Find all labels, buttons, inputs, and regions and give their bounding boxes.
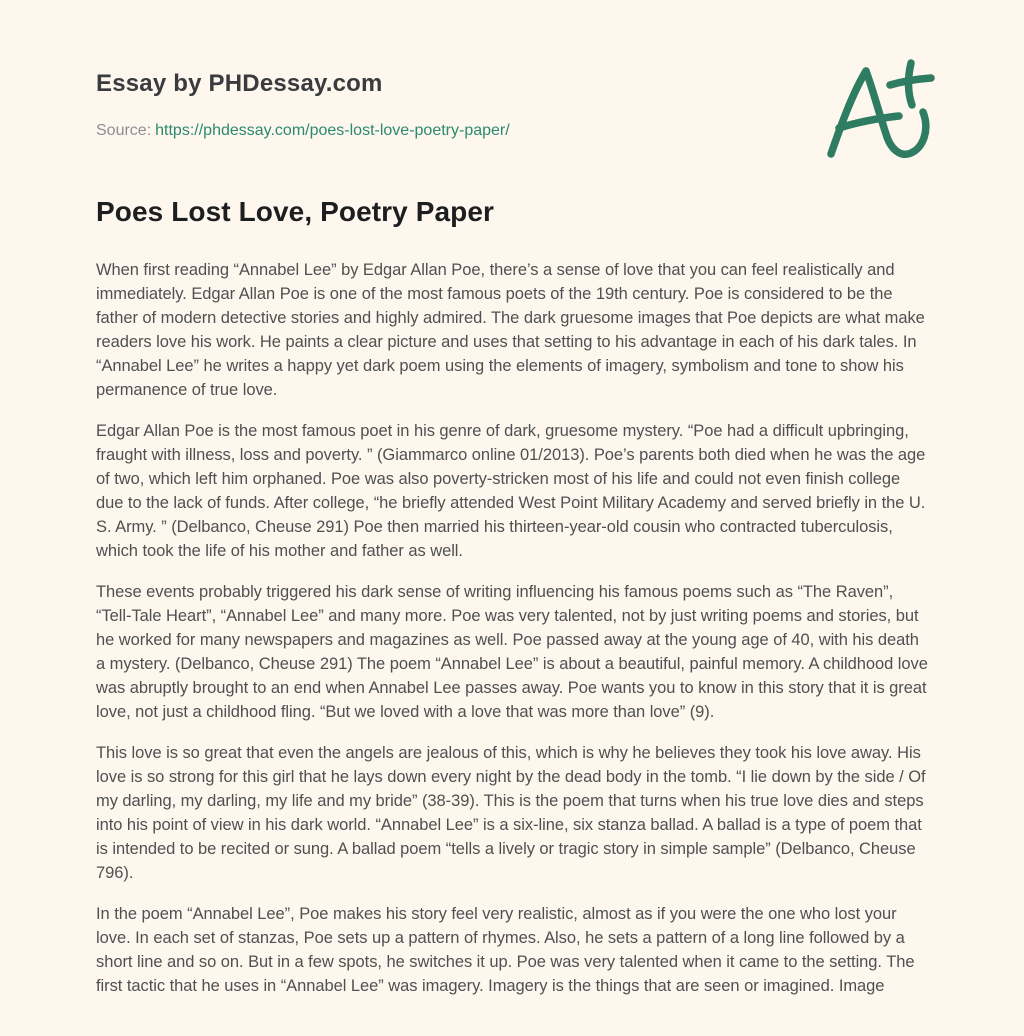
essay-paragraph: When first reading “Annabel Lee” by Edgar Allan Poe, there’s a sense of love that you can feel realistically and immediately. Edgar Allan Poe is one of the most famous poets of the 19th century. Poe is considered to be the father of modern detective stories and highly admired. The dark gruesome images that Poe depicts are what make readers love his work. He paints a clear picture and uses that setting to his advantage in each of his dark tales. In “Annabel Lee” he writes a happy yet dark poem using the elements of imagery, symbolism and tone to show his permanence of true love. bbox=[96, 261, 925, 399]
source-line bbox=[96, 122, 930, 140]
source-url-link[interactable]: https://phdessay.com/poes-lost-love-poetry-paper/ bbox=[155, 122, 510, 139]
source-label: Source: bbox=[96, 122, 152, 139]
phdessay-a-plus-logo-icon bbox=[818, 58, 940, 166]
page-title: Essay by PHDessay.com bbox=[96, 70, 383, 97]
essay-paragraph: In the poem “Annabel Lee”, Poe makes his story feel very realistic, almost as if you were the one who lost your love. In each set of stanzas, Poe sets up a pattern of rhymes. Also, he sets a pattern of a long line followed by a short line and so on. But in a few spots, he switches it up. Poe was very talented when it came to the setting. The first tactic that he uses in “Annabel Lee” was imagery. Imagery is the things that are seen or imagined. Image bbox=[96, 905, 915, 995]
essay-paragraph: These events probably triggered his dark sense of writing influencing his famous poems such as “The Raven”, “Tell-Tale Heart”, “Annabel Lee” and many more. Poe was very talented, not by just writing poems and stories, but he worked for many newspapers and magazines as well. Poe passed away at the young age of 40, with his death a mystery. (Delbanco, Cheuse 291) The poem “Annabel Lee” is about a beautiful, painful memory. A childhood love was abruptly brought to an end when Annabel Lee passes away. Poe wants you to know in this story that it is great love, not just a childhood fling. “But we loved with a love that was more than love” (9). bbox=[96, 583, 928, 721]
essay-paragraph: Edgar Allan Poe is the most famous poet in his genre of dark, gruesome mystery. “Poe had a difficult upbringing, fraught with illness, loss and poverty. ” (Giammarco online 01/2013). Poe’s parents both died when he was the age of two, which left him orphaned. Poe was also poverty-stricken most of his life and could not even finish college due to the lack of funds. After college, “he briefly attended West Point Military Academy and served briefly in the U. S. Army. ” (Delbanco, Cheuse 291) Poe then married his thirteen-year-old cousin who contracted tuberculosis, which took the life of his mother and father as well. bbox=[96, 422, 926, 560]
essay-body bbox=[96, 258, 930, 998]
essay-title: Poes Lost Love, Poetry Paper bbox=[96, 196, 495, 227]
essay-paragraph: This love is so great that even the angels are jealous of this, which is why he believes they took his love away. His love is so strong for this girl that he lays down every night by the dead body in the tomb. “I lie down by the side / Of my darling, my darling, my life and my bride” (38-39). This is the poem that turns when his true love dies and steps into his point of view in his dark world. “Annabel Lee” is a six-line, six stanza ballad. A ballad is a type of poem that is intended to be recited or sung. A ballad poem “tells a lively or tragic story in simple sample” (Delbanco, Cheuse 796). bbox=[96, 744, 926, 882]
